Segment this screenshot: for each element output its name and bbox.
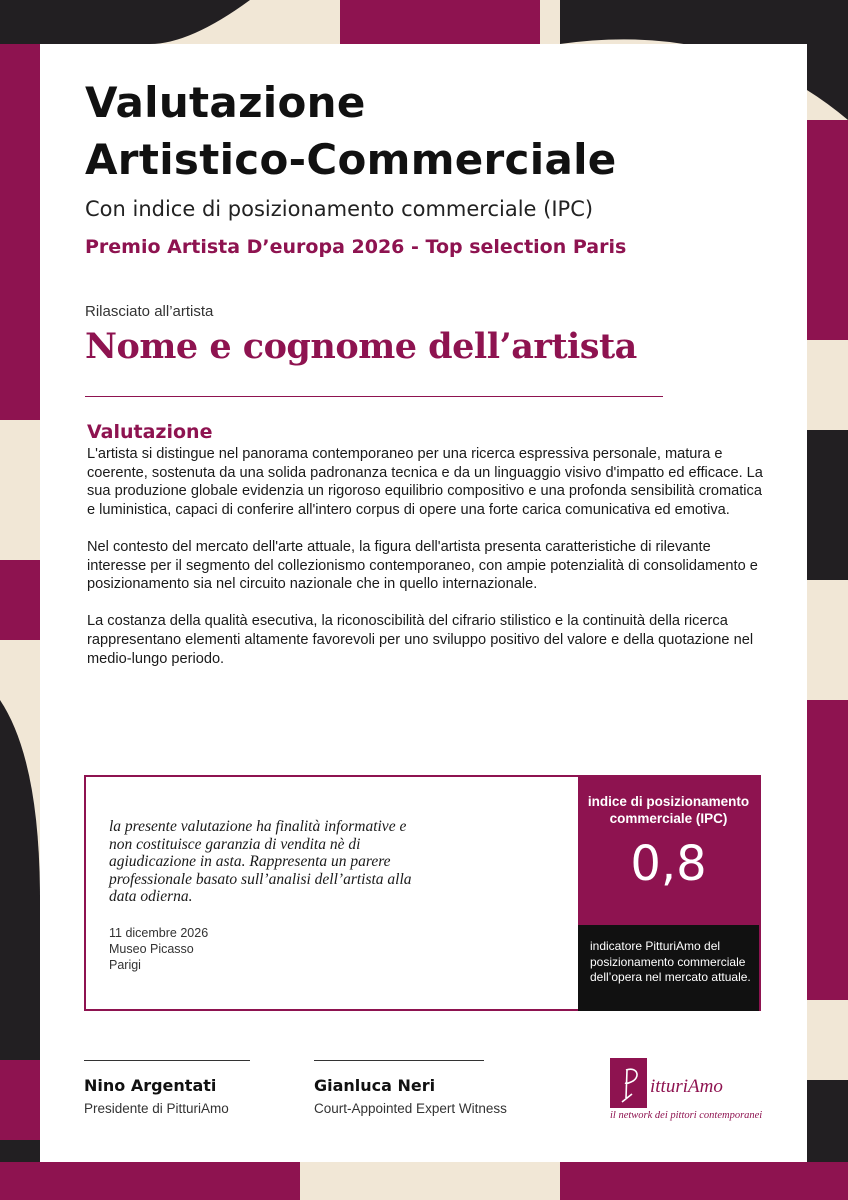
page-subtitle: Con indice di posizionamento commerciale (IPC) bbox=[85, 197, 594, 221]
evaluation-paragraph-1: L'artista si distingue nel panorama contemporaneo per una ricerca espressiva personale, matura e coerente, sostenuta da una solida padronanza tecnica e da un linguaggio visivo d'impatto ed efficace. La sua produzione globale evidenzia un rigoroso equilibrio compositivo e una profonda sensibilità cromatica e luministica, capaci di conferire all'intero corpus di opere una forte carica comunicativa ed emotiva. bbox=[87, 446, 763, 518]
title-line-1: Valutazione bbox=[85, 78, 366, 127]
logo-mark bbox=[610, 1058, 647, 1108]
disclaimer-text: la presente valutazione ha finalità informative e non costituisce garanzia di vendita nè di agiudicazione in asta. Rappresenta un parere professionale basato sull’analisi dell’artista alla data odierna. bbox=[109, 818, 412, 905]
ipc-value: 0,8 bbox=[630, 836, 707, 892]
name-underline bbox=[85, 396, 663, 397]
ipc-index-block bbox=[578, 777, 759, 925]
title-line-2: Artistico-Commerciale bbox=[85, 135, 617, 184]
signature-line bbox=[314, 1060, 484, 1061]
signature-line bbox=[84, 1060, 250, 1061]
page-title bbox=[85, 74, 765, 188]
ipc-label: indice di posizionamento commerciale (IPC) bbox=[587, 794, 750, 826]
ipc-panel bbox=[578, 777, 759, 1009]
logo-tagline: il network dei pittori contemporanei bbox=[610, 1110, 763, 1121]
issue-date: 11 dicembre 2026 bbox=[109, 926, 209, 940]
evaluation-heading: Valutazione bbox=[87, 421, 213, 443]
signatory-role: Court-Appointed Expert Witness bbox=[314, 1101, 507, 1116]
signatory-role: Presidente di PitturiAmo bbox=[84, 1101, 229, 1116]
issue-city: Parigi bbox=[109, 958, 141, 972]
artist-name: Nome e cognome dell’artista bbox=[85, 326, 637, 367]
signature-block-president bbox=[84, 1060, 250, 1116]
issued-to-label: Rilasciato all’artista bbox=[85, 303, 214, 320]
certificate-page bbox=[40, 44, 807, 1162]
signatory-name: Nino Argentati bbox=[84, 1076, 217, 1095]
signatory-name: Gianluca Neri bbox=[314, 1076, 436, 1095]
ipc-box bbox=[84, 775, 761, 1011]
evaluation-body bbox=[87, 445, 767, 687]
award-title: Premio Artista D’europa 2026 - Top selection Paris bbox=[85, 236, 627, 258]
evaluation-paragraph-3: La costanza della qualità esecutiva, la riconoscibilità del cifrario stilistico e la continuità della ricerca rappresentano elementi altamente favorevoli per uno sviluppo positivo del valore e della quotazione nel medio-lungo periodo. bbox=[87, 613, 754, 667]
logo-wordmark: itturiAmo bbox=[650, 1076, 723, 1097]
logo-p-glyph-icon bbox=[610, 1058, 647, 1108]
signature-block-expert bbox=[314, 1060, 507, 1116]
issue-venue: Museo Picasso bbox=[109, 942, 194, 956]
ipc-description: indicatore PitturiAmo del posizionamento commerciale dell’opera nel mercato attuale. bbox=[578, 925, 759, 1011]
evaluation-paragraph-2: Nel contesto del mercato dell'arte attuale, la figura dell'artista presenta caratteristiche di rilevante interesse per il segmento del collezionismo contemporaneo, con ampie potenzialità di consolidamento e posizionamento sia nel circuito nazionale che in quello internazionale. bbox=[87, 538, 758, 593]
issue-details bbox=[109, 925, 208, 973]
pitturiamo-logo bbox=[610, 1058, 770, 1122]
